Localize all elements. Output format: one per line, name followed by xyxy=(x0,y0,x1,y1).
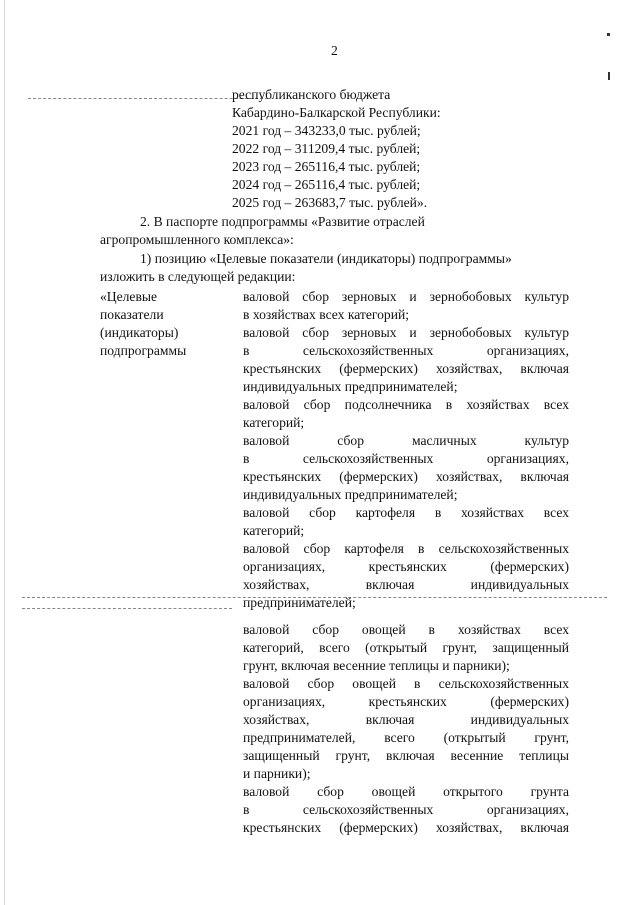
indicator-line: валовой сбор подсолнечника в хозяйствах всех xyxy=(243,397,569,412)
indicator-line: защищенный грунт, включая весенние теплицы xyxy=(243,748,569,763)
indicator-line: валовой сбор зерновых и зернобобовых культур xyxy=(243,325,569,340)
indicator-line: в сельскохозяйственных организациях, xyxy=(243,343,569,358)
indicator-line: валовой сбор зерновых и зернобобовых культур xyxy=(243,289,569,304)
indicator-line: валовой сбор картофеля в хозяйствах всех xyxy=(243,505,569,520)
indicator-line: хозяйствах, включая индивидуальных xyxy=(243,712,569,727)
scan-mark xyxy=(608,72,610,80)
indicator-line: категорий; xyxy=(243,415,305,430)
section-2-heading-cont: агропромышленного комплекса»: xyxy=(100,232,294,247)
section-2-heading: 2. В паспорте подпрограммы «Развитие отраслей xyxy=(140,214,425,229)
indicator-line: индивидуальных предпринимателей; xyxy=(243,487,458,502)
indicator-line: валовой сбор овощей в хозяйствах всех xyxy=(243,622,569,637)
indicator-line: организациях, крестьянских (фермерских) xyxy=(243,559,569,574)
indicator-line: валовой сбор картофеля в сельскохозяйственных xyxy=(243,541,569,556)
indicators-label-line: подпрограммы xyxy=(100,343,187,358)
budget-line: 2023 год – 265116,4 тыс. рублей; xyxy=(232,159,421,174)
budget-line: 2025 год – 263683,7 тыс. рублей». xyxy=(232,195,428,210)
scan-dashed-line xyxy=(22,608,232,609)
scan-mark xyxy=(607,33,610,36)
indicator-line: в хозяйствах всех категорий; xyxy=(243,307,410,322)
item-1-line-cont: изложить в следующей редакции: xyxy=(100,269,296,284)
indicator-line: в сельскохозяйственных организациях, xyxy=(243,802,569,817)
indicator-line: категорий, всего (открытый грунт, защищенный xyxy=(243,640,569,655)
indicators-label-line: «Целевые xyxy=(100,289,158,304)
budget-line: 2022 год – 311209,4 тыс. рублей; xyxy=(232,141,421,156)
budget-line: республиканского бюджета xyxy=(232,87,391,102)
page-number: 2 xyxy=(331,43,338,58)
indicator-line: предпринимателей, всего (открытый грунт, xyxy=(243,730,569,745)
indicator-line: крестьянских (фермерских) хозяйствах, включая xyxy=(243,469,569,484)
indicator-line: крестьянских (фермерских) хозяйствах, включая xyxy=(243,361,569,376)
indicator-line: валовой сбор овощей открытого грунта xyxy=(243,784,569,799)
indicator-line: валовой сбор масличных культур xyxy=(243,433,569,448)
indicator-line: в сельскохозяйственных организациях, xyxy=(243,451,569,466)
indicator-line: и парники); xyxy=(243,766,311,781)
indicator-line: крестьянских (фермерских) хозяйствах, включая xyxy=(243,820,569,835)
indicator-line: валовой сбор овощей в сельскохозяйственных xyxy=(243,676,569,691)
item-1-line: 1) позицию «Целевые показатели (индикаторы) подпрограммы» xyxy=(140,251,512,266)
budget-line: Кабардино-Балкарской Республики: xyxy=(232,105,441,120)
indicator-line: организациях, крестьянских (фермерских) xyxy=(243,694,569,709)
indicators-label-line: показатели xyxy=(100,307,164,322)
indicators-label-line: (индикаторы) xyxy=(100,325,179,340)
budget-line: 2021 год – 343233,0 тыс. рублей; xyxy=(232,123,421,138)
indicator-line: индивидуальных предпринимателей; xyxy=(243,379,458,394)
indicator-line: хозяйствах, включая индивидуальных xyxy=(243,577,569,592)
indicator-line: предпринимателей; xyxy=(243,595,356,610)
scan-edge xyxy=(4,0,5,905)
indicator-line: категорий; xyxy=(243,523,305,538)
budget-line: 2024 год – 265116,4 тыс. рублей; xyxy=(232,177,421,192)
indicator-line: грунт, включая весенние теплицы и парники); xyxy=(243,658,510,673)
